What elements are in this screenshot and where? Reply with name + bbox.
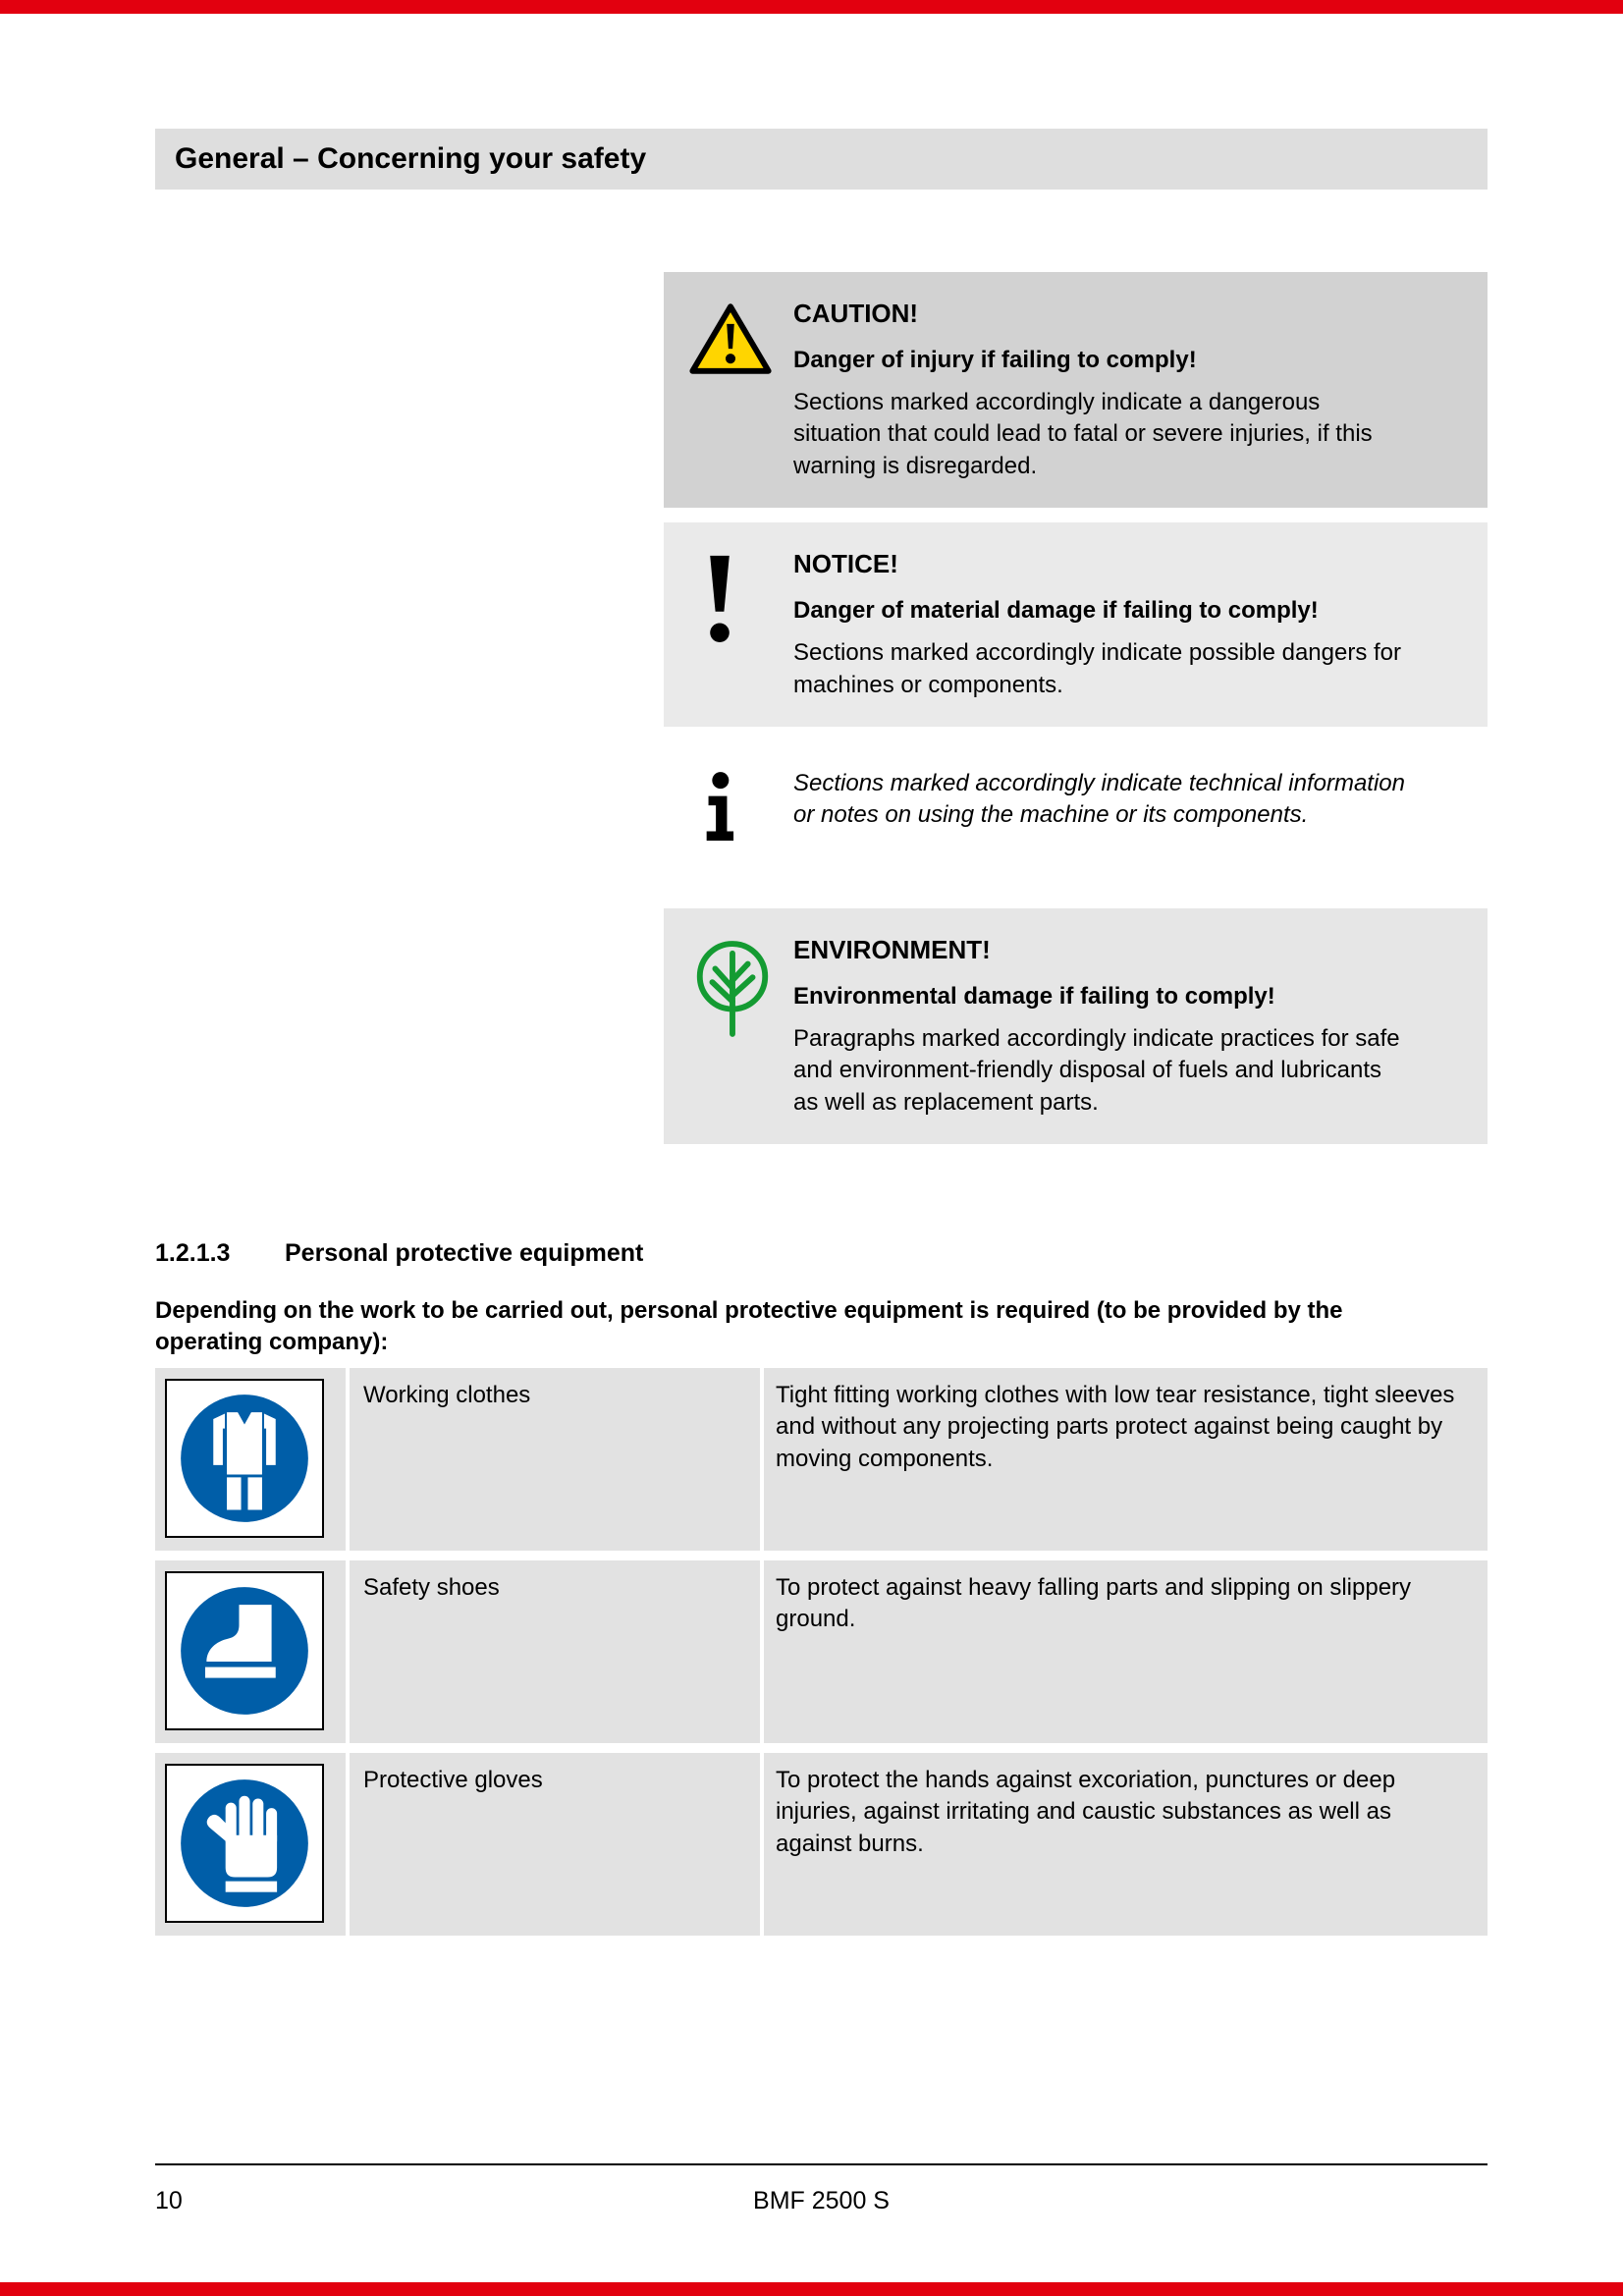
notice-box [664, 522, 1488, 727]
ppe-description: To protect against heavy falling parts and slipping on slippery ground. [764, 1560, 1488, 1743]
ppe-table [155, 1368, 1488, 1936]
section-number: 1.2.1.3 [155, 1239, 231, 1268]
environment-title: ENVIRONMENT! [793, 934, 991, 964]
document-code: BMF 2500 S [753, 2187, 890, 2214]
caution-box [664, 272, 1488, 508]
page-content [155, 0, 1488, 1936]
table-row [155, 1560, 1488, 1743]
notice-body: Sections marked accordingly indicate possible dangers for machines or components. [793, 639, 1401, 698]
protective-gloves-icon [165, 1764, 324, 1923]
environment-box [664, 908, 1488, 1144]
ppe-label: Protective gloves [350, 1753, 760, 1936]
exclamation-icon [705, 552, 734, 644]
notice-title: NOTICE! [793, 549, 898, 579]
table-row [155, 1368, 1488, 1551]
section-intro: Depending on the work to be carried out, personal protective equipment is required (to be provided by the operating company): [155, 1296, 1343, 1356]
notice-subtitle: Danger of material damage if failing to comply! [793, 596, 1319, 624]
page-footer [155, 2163, 1488, 2215]
info-icon [701, 772, 734, 843]
ppe-description: Tight fitting working clothes with low tear resistance, tight sleeves and without any projecting parts protect against being caught by moving components. [764, 1368, 1488, 1551]
section-title: Personal protective equipment [285, 1239, 644, 1268]
caution-subtitle: Danger of injury if failing to comply! [793, 346, 1197, 373]
environment-body: Paragraphs marked accordingly indicate practices for safe and environment-friendly disposal of fuels and lubricants as well as replacement parts. [793, 1024, 1400, 1116]
warning-triangle-icon [689, 301, 772, 376]
page-title: General – Concerning your safety [175, 142, 647, 175]
working-clothes-icon [165, 1379, 324, 1538]
section-heading [155, 1237, 1488, 1270]
ppe-description: To protect the hands against excoriation, punctures or deep injuries, against irritating and caustic substances as well as against burns. [764, 1753, 1488, 1936]
safety-shoes-icon [165, 1571, 324, 1730]
table-row [155, 1753, 1488, 1936]
page-header [155, 129, 1488, 190]
bottom-accent-bar [0, 2282, 1623, 2296]
ppe-label: Working clothes [350, 1368, 760, 1551]
page-number: 10 [155, 2187, 183, 2214]
tree-icon [689, 938, 776, 1038]
environment-subtitle: Environmental damage if failing to comply! [793, 982, 1275, 1010]
caution-body: Sections marked accordingly indicate a dangerous situation that could lead to fatal or severe injuries, if this warning is disregarded. [793, 388, 1373, 479]
info-body: Sections marked accordingly indicate technical information or notes on using the machine or its components. [793, 769, 1405, 829]
caution-title: CAUTION! [793, 299, 919, 328]
ppe-label: Safety shoes [350, 1560, 760, 1743]
info-note [664, 756, 1488, 859]
